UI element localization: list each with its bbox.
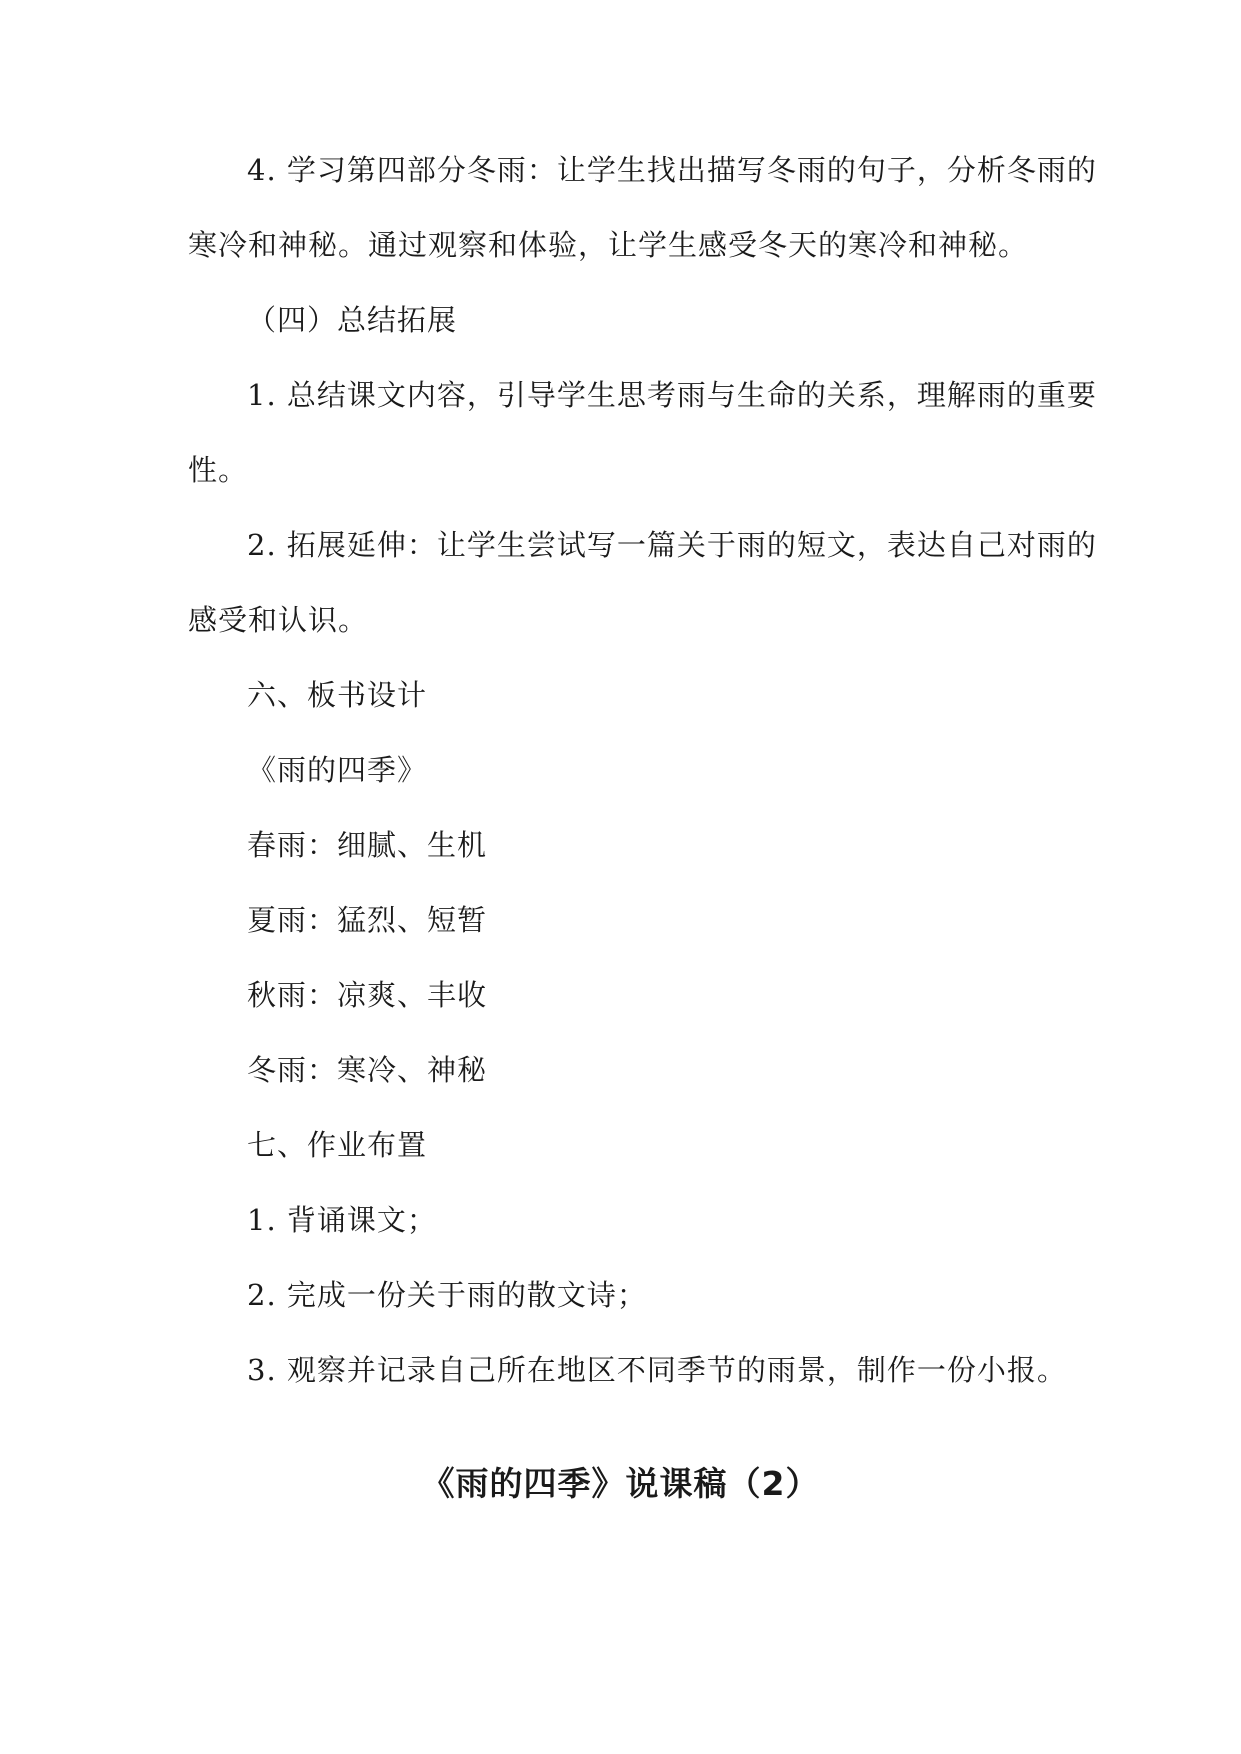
paragraph-winter-rain-line-2: 寒冷和神秘。通过观察和体验，让学生感受冬天的寒冷和神秘。: [188, 228, 1029, 262]
board-item-autumn: 秋雨：凉爽、丰收: [247, 978, 488, 1012]
homework-item-1: 1. 背诵课文；: [247, 1203, 437, 1237]
board-item-summer: 夏雨：猛烈、短暂: [247, 903, 488, 937]
board-title: 《雨的四季》: [247, 753, 428, 787]
board-item-spring: 春雨：细腻、生机: [247, 828, 488, 862]
paragraph-extension-line-2: 感受和认识。: [188, 603, 369, 637]
next-document-title: 《雨的四季》说课稿（2）: [421, 1464, 820, 1503]
paragraph-extension-line-1: 2. 拓展延伸：让学生尝试写一篇关于雨的短文，表达自己对雨的: [247, 528, 1097, 562]
paragraph-summary-line-1: 1. 总结课文内容，引导学生思考雨与生命的关系，理解雨的重要: [247, 378, 1097, 412]
paragraph-summary-line-2: 性。: [188, 453, 249, 487]
section-heading-board-design: 六、板书设计: [247, 678, 428, 712]
homework-item-2: 2. 完成一份关于雨的散文诗；: [247, 1278, 647, 1312]
paragraph-winter-rain-line-1: 4. 学习第四部分冬雨：让学生找出描写冬雨的句子，分析冬雨的: [247, 153, 1097, 187]
homework-item-3: 3. 观察并记录自己所在地区不同季节的雨景，制作一份小报。: [247, 1353, 1067, 1387]
board-item-winter: 冬雨：寒冷、神秘: [247, 1053, 488, 1087]
section-heading-summary: （四）总结拓展: [247, 303, 458, 337]
section-heading-homework: 七、作业布置: [247, 1128, 428, 1162]
